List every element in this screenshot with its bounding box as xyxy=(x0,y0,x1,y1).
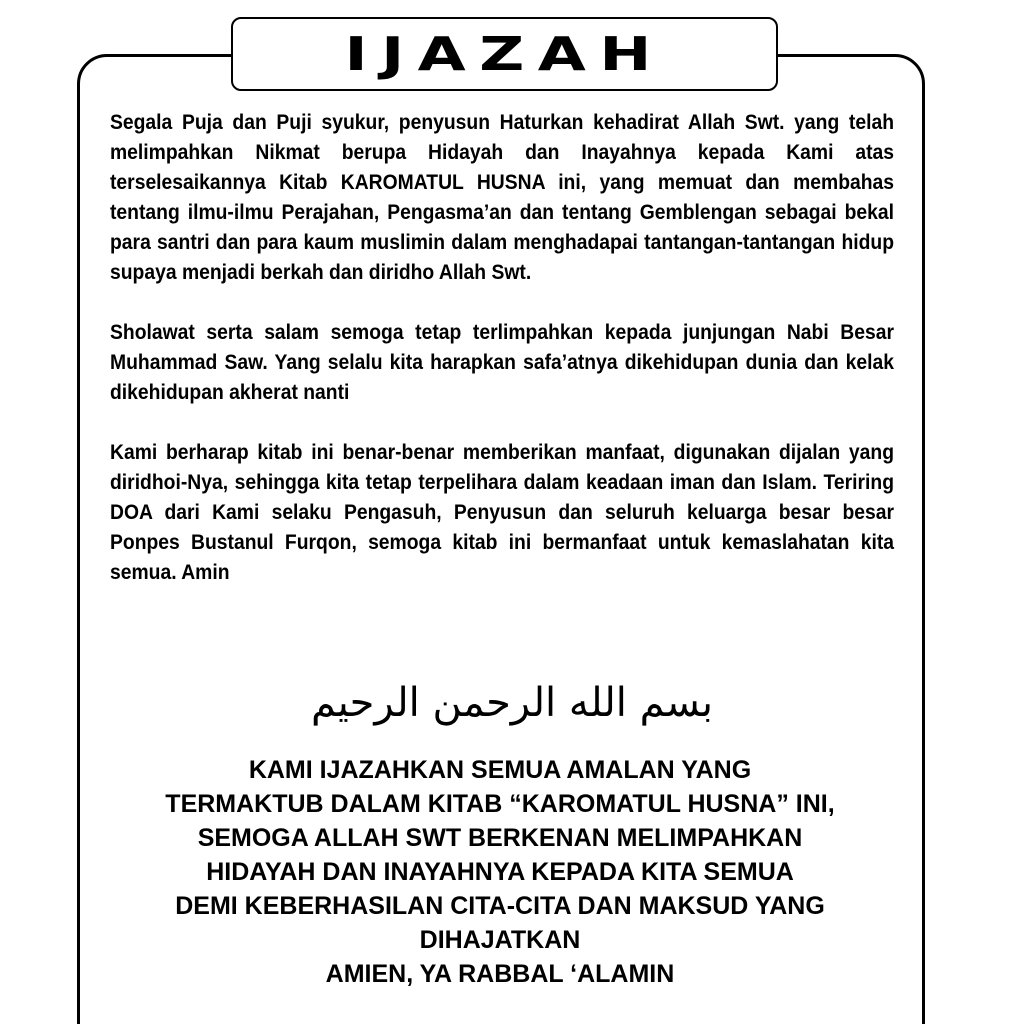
body-text xyxy=(110,108,894,618)
paragraph-opening: Segala Puja dan Puji syukur, penyusun Haturkan kehadirat Allah Swt. yang telah melimpahkan Nikmat berupa Hidayah dan Inayahnya kepada Kami atas terselesaikannya Kitab KAROMATUL HUSNA ini, yang memuat dan membahas tentang ilmu-ilmu Perajahan, Pengasma’an dan tentang Gemblengan sebagai bekal para santri dan para kaum muslimin dalam menghadapai tantangan-tantangan hidup supaya menjadi berkah dan diridho Allah Swt. xyxy=(110,111,895,284)
declaration-line: TERMAKTUB DALAM KITAB “KAROMATUL HUSNA” INI, xyxy=(165,790,835,818)
basmala-calligraphy: بسم الله الرحمن الرحيم xyxy=(310,680,714,726)
paragraph-sholawat: Sholawat serta salam semoga tetap terlimpahkan kepada junjungan Nabi Besar Muhammad Saw. Yang selalu kita harapkan safa’atnya dikehidupan dunia dan kelak dikehidupan akherat nanti xyxy=(110,321,895,404)
declaration-line: KAMI IJAZAHKAN SEMUA AMALAN YANG xyxy=(248,756,752,784)
ijazah-declaration xyxy=(90,753,910,991)
declaration-line: SEMOGA ALLAH SWT BERKENAN MELIMPAHKAN xyxy=(197,824,803,852)
paragraph-hope: Kami berharap kitab ini benar-benar memberikan manfaat, digunakan dijalan yang diridhoi-Nya, sehingga kita tetap terpelihara dalam keadaan iman dan Islam. Teriring DOA dari Kami selaku Pengasuh, Penyusun dan seluruh keluarga besar besar Ponpes Bustanul Furqon, semoga kitab ini bermanfaat untuk kemaslahatan kita semua. Amin xyxy=(110,441,895,584)
declaration-line: DEMI KEBERHASILAN CITA-CITA DAN MAKSUD YANG xyxy=(175,892,825,920)
title-box xyxy=(231,17,778,91)
page-title: IJAZAH xyxy=(344,27,665,81)
declaration-line: DIHAJATKAN xyxy=(419,926,581,954)
declaration-line: AMIEN, YA RABBAL ‘ALAMIN xyxy=(325,960,675,988)
declaration-line: HIDAYAH DAN INAYAHNYA KEPADA KITA SEMUA xyxy=(206,858,794,886)
